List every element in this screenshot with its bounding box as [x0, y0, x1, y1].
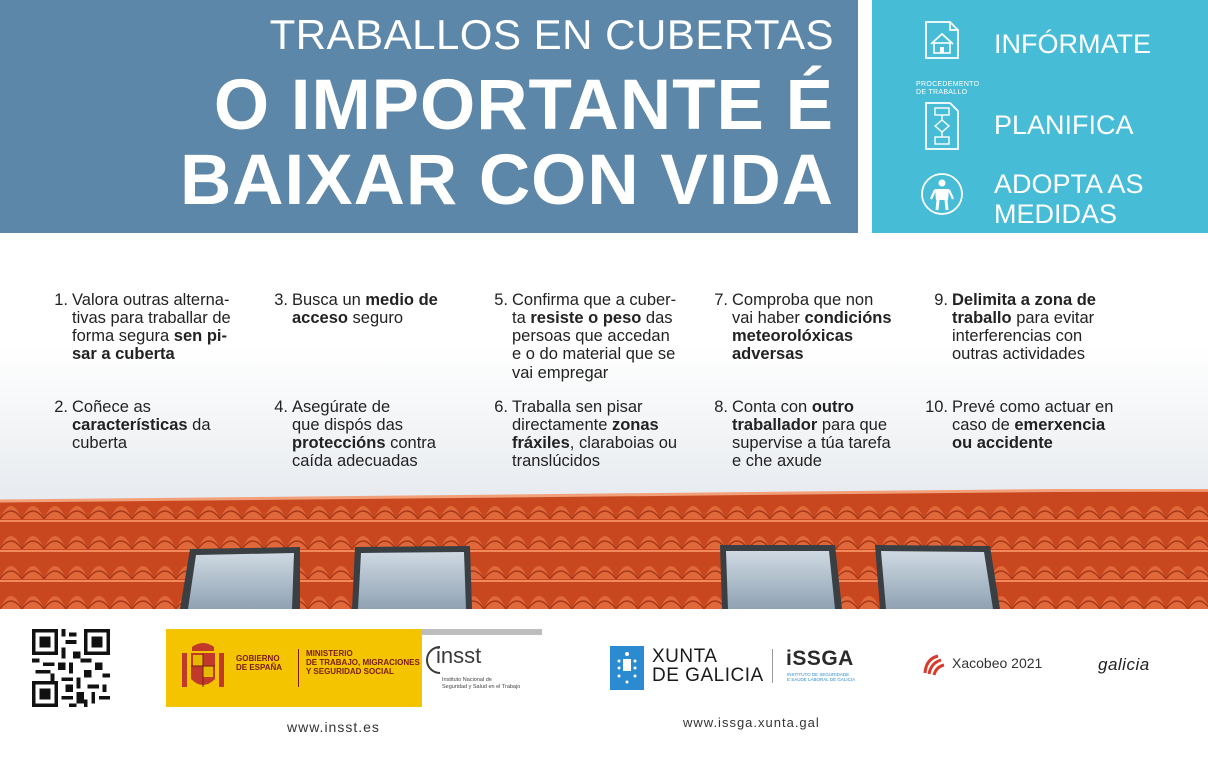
- tip-line: Comproba que non: [732, 291, 874, 309]
- tip-number: 8.: [714, 398, 728, 416]
- tip-line-bold: sen pi-: [173, 327, 227, 346]
- xunta-galicia-emblem-icon: [610, 646, 644, 690]
- gobierno-text: [236, 654, 282, 672]
- tip-line-text: das: [641, 309, 673, 328]
- tip-line: e che axude: [732, 452, 822, 471]
- tip-line: [512, 416, 702, 434]
- ministerio-text: [306, 649, 420, 677]
- tip-line-bold: fráxiles: [512, 434, 570, 453]
- tip-line-bold: condicións: [804, 309, 892, 328]
- tip-line: cuberta: [72, 434, 128, 453]
- step-adopta-line-2: MEDIDAS: [994, 198, 1118, 229]
- insst-url-link[interactable]: www.insst.es: [287, 719, 380, 735]
- tip-line-text: ta: [512, 309, 531, 328]
- tip-line: Coñece as: [72, 398, 151, 416]
- tip-line-text: seguro: [347, 309, 404, 328]
- tip-line: que dispós das: [292, 416, 403, 435]
- tip-text: [732, 291, 922, 364]
- tip-text: [72, 398, 262, 452]
- tip-line: Confirma que a cuber-: [512, 291, 677, 309]
- tip-line: translúcidos: [512, 452, 601, 471]
- tip-line: vai empregar: [512, 363, 609, 382]
- tip-number: 4.: [274, 398, 288, 416]
- tip-line-text: Conta con: [732, 398, 812, 416]
- tip-line-bold: acceso: [292, 309, 348, 328]
- insst-logo: [422, 629, 542, 707]
- tip-text: [292, 291, 482, 327]
- issga-wordmark: iSSGA: [786, 647, 854, 670]
- insst-top-bar: [422, 629, 542, 635]
- tip-text: [292, 398, 482, 471]
- qr-code[interactable]: [32, 629, 110, 707]
- gobierno-espana-logo: [166, 629, 422, 707]
- tip-line-text: caso de: [952, 416, 1015, 435]
- tip-text: [952, 398, 1142, 452]
- ministerio-line-2: DE TRABAJO, MIGRACIONES: [306, 658, 420, 668]
- tip-text: [952, 291, 1142, 364]
- tip-line: [732, 398, 922, 416]
- tip-number: 6.: [494, 398, 508, 416]
- tip-line-bold: resiste o peso: [530, 309, 642, 328]
- gobierno-line-2: DE ESPAÑA: [236, 663, 283, 673]
- tip-line: [952, 291, 1142, 309]
- tip-line: [72, 345, 262, 363]
- tip-line: persoas que accedan: [512, 327, 670, 346]
- insst-subtitle: [442, 677, 542, 690]
- ministerio-line-1: MINISTERIO: [306, 649, 353, 658]
- worker-harness-icon: [920, 172, 964, 216]
- tip-line: caída adecuadas: [292, 452, 418, 471]
- tip-line: Valora outras alterna-: [72, 291, 230, 309]
- issga-subtitle: [787, 672, 857, 683]
- tip-line-text: para evitar: [1011, 309, 1095, 328]
- tip-text: [72, 291, 262, 364]
- tip-line: [512, 309, 702, 327]
- poster-subtitle: TRABALLOS EN CUBERTAS: [269, 11, 834, 58]
- tip-line-bold: Delimita a zona de: [952, 291, 1096, 309]
- tip-line-bold: proteccións: [292, 434, 386, 453]
- procedure-label-line-2: DE TRABALLO: [916, 89, 968, 97]
- procedure-label-line-1: PROCEDEMENTO: [916, 81, 980, 88]
- poster-title-line-1: O IMPORTANTE É: [213, 66, 834, 145]
- tip-line: Asegúrate de: [292, 398, 391, 416]
- xunta-galicia-text: [652, 647, 764, 685]
- tip-line: interferencias con: [952, 327, 1083, 346]
- tip-number: 3.: [274, 291, 288, 309]
- tip-text: [512, 398, 702, 471]
- tip-line-text: para que: [817, 416, 888, 435]
- roof-tiles-illustration: [0, 489, 1208, 609]
- tip-line-text: directamente: [512, 416, 612, 435]
- xunta-line-1: XUNTA: [652, 646, 718, 667]
- steps-panel: [872, 0, 1208, 233]
- step-planifica: PLANIFICA: [994, 110, 1134, 140]
- tip-number: 2.: [54, 398, 68, 416]
- tip-line-bold: outro: [811, 398, 854, 416]
- tip-number: 1.: [54, 291, 68, 309]
- tip-line-bold: traballo: [952, 309, 1012, 328]
- step-adopta-line-1: ADOPTA AS: [994, 169, 1144, 199]
- tip-line: Prevé como actuar en: [952, 398, 1114, 416]
- poster-title-line-2: BAIXAR CON VIDA: [179, 141, 834, 220]
- tip-line: [952, 434, 1142, 452]
- tip-line-text: contra: [385, 434, 436, 453]
- tip-line: [292, 291, 482, 309]
- house-document-icon: [920, 18, 964, 62]
- tip-text: [512, 291, 702, 382]
- tip-number: 9.: [934, 291, 948, 309]
- tip-line: [732, 327, 922, 345]
- tip-line-text: vai haber: [732, 309, 805, 328]
- tip-line-bold: emerxencia: [1014, 416, 1106, 435]
- tip-line-text: da: [187, 416, 211, 435]
- issga-subtitle-line-1: INSTITUTO DE SEGURIDADE: [787, 672, 850, 677]
- tip-line: outras actividades: [952, 345, 1085, 364]
- tips-section: [0, 233, 1208, 609]
- tip-line-bold: zonas: [611, 416, 659, 435]
- insst-subtitle-line-1: Instituto Nacional de: [442, 677, 492, 683]
- tip-line: [72, 327, 262, 345]
- tip-line-bold: medio de: [365, 291, 438, 309]
- tip-text: [732, 398, 922, 471]
- footer-logos: [0, 609, 1208, 759]
- tip-line: [952, 309, 1142, 327]
- tip-line-bold: adversas: [732, 345, 804, 364]
- step-adopta-medidas: [994, 170, 1144, 229]
- issga-url-link[interactable]: www.issga.xunta.gal: [683, 715, 820, 730]
- spain-coat-of-arms-icon: [178, 639, 228, 697]
- xunta-line-2: DE GALICIA: [652, 665, 764, 686]
- gobierno-line-1: GOBIERNO: [236, 654, 280, 663]
- procedure-flowchart-icon: [920, 101, 964, 151]
- tip-line: [732, 309, 922, 327]
- xacobeo-text: Xacobeo 2021: [952, 655, 1043, 671]
- tip-line: [952, 416, 1142, 434]
- insst-wordmark: insst: [436, 643, 482, 668]
- tip-line-bold: sar a cuberta: [72, 345, 175, 364]
- header-title-block: [0, 0, 858, 233]
- tip-number: 5.: [494, 291, 508, 309]
- gobierno-separator: [298, 649, 299, 687]
- tip-line: [292, 434, 482, 452]
- tip-line: tivas para traballar de: [72, 309, 231, 328]
- tip-line-bold: traballador: [732, 416, 818, 435]
- tip-line-text: , claraboias ou: [569, 434, 678, 453]
- galicia-wordmark: galicia: [1098, 655, 1150, 674]
- tip-line-text: forma segura: [72, 327, 174, 346]
- xacobeo-shell-icon: [922, 653, 946, 677]
- logo-separator: [772, 649, 773, 683]
- insst-subtitle-line-2: Seguridad y Salud en el Trabajo: [442, 683, 521, 690]
- tip-number: 10.: [925, 398, 948, 416]
- tip-line-bold: ou accidente: [952, 434, 1053, 453]
- tip-line: [512, 434, 702, 452]
- tip-line: supervise a túa tarefa: [732, 434, 891, 453]
- procedure-label: [916, 81, 979, 97]
- tip-line-text: Busca un: [292, 291, 366, 309]
- tip-number: 7.: [714, 291, 728, 309]
- tip-line-bold: características: [72, 416, 188, 435]
- tip-line: Traballa sen pisar: [512, 398, 643, 416]
- step-informate: INFÓRMATE: [994, 29, 1151, 59]
- tip-line: [292, 309, 482, 327]
- tip-line-bold: meteorolóxicas: [732, 327, 854, 346]
- issga-subtitle-line-2: E SAÚDE LABORAL DE GALICIA: [787, 677, 856, 683]
- tip-line: [72, 416, 262, 434]
- tip-line: e o do material que se: [512, 345, 676, 364]
- tip-line: [732, 345, 922, 363]
- ministerio-line-3: Y SEGURIDAD SOCIAL: [306, 667, 394, 677]
- tip-line: [732, 416, 922, 434]
